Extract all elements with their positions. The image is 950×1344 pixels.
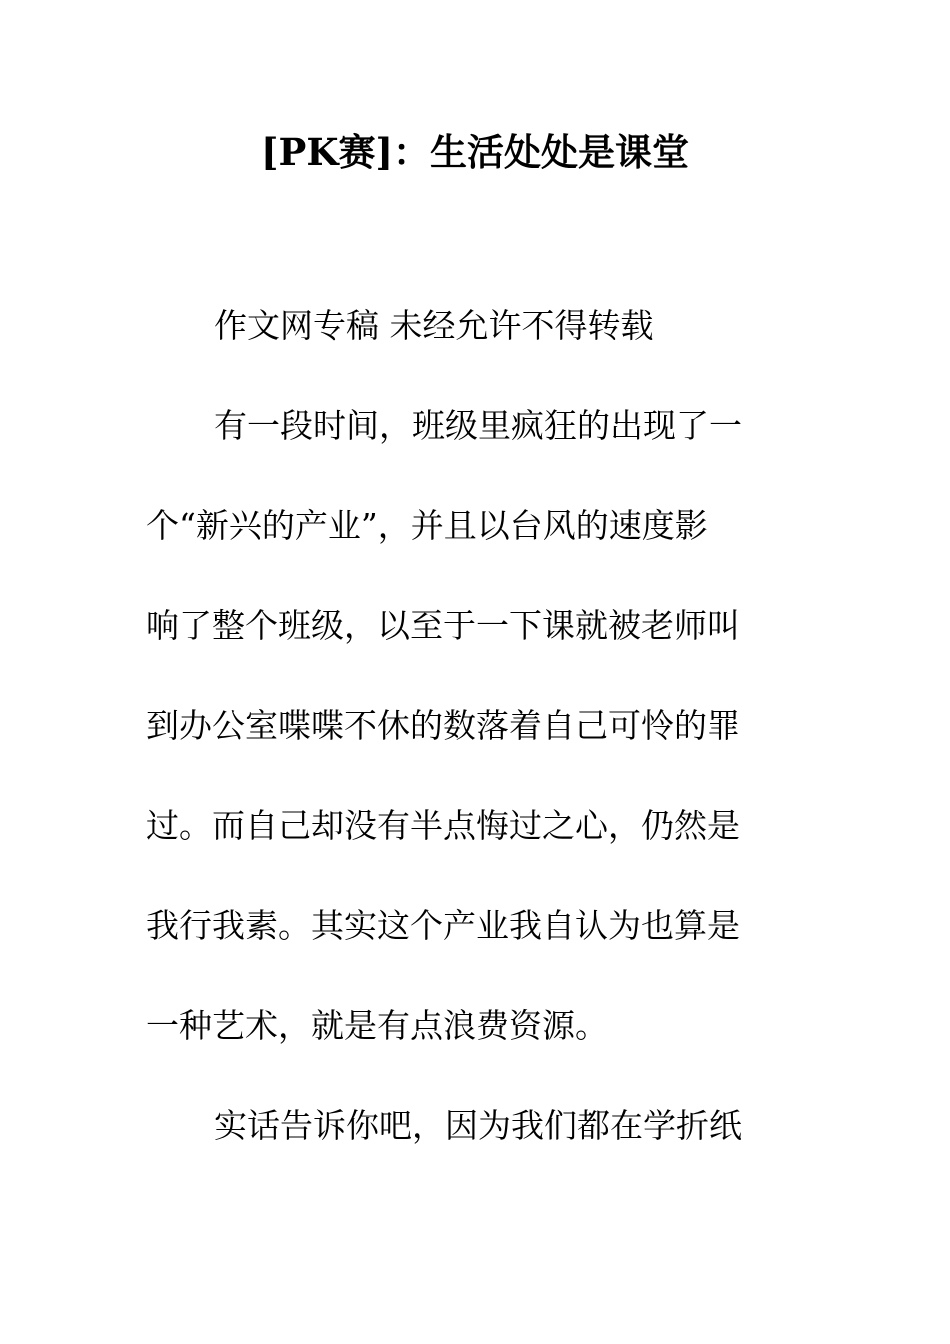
- paragraph-line: 一种艺术，就是有点浪费资源。: [146, 1006, 608, 1045]
- paragraph-line: 有一段时间，班级里疯狂的出现了一: [214, 406, 742, 445]
- paragraph-line: 作文网专稿 未经允许不得转载: [214, 306, 654, 345]
- paragraph-line: 实话告诉你吧，因为我们都在学折纸: [214, 1106, 742, 1145]
- paragraph-line: 我行我素。其实这个产业我自认为也算是: [146, 906, 740, 945]
- paragraph-line: 个“新兴的产业”，并且以台风的速度影: [146, 506, 708, 545]
- paragraph-line: 过。而自己却没有半点悔过之心，仍然是: [146, 806, 740, 845]
- paragraph-line: 响了整个班级，以至于一下课就被老师叫: [146, 606, 740, 645]
- document-title: [PK赛]：生活处处是课堂: [261, 130, 689, 174]
- paragraph-line: 到办公室喋喋不休的数落着自己可怜的罪: [146, 706, 740, 745]
